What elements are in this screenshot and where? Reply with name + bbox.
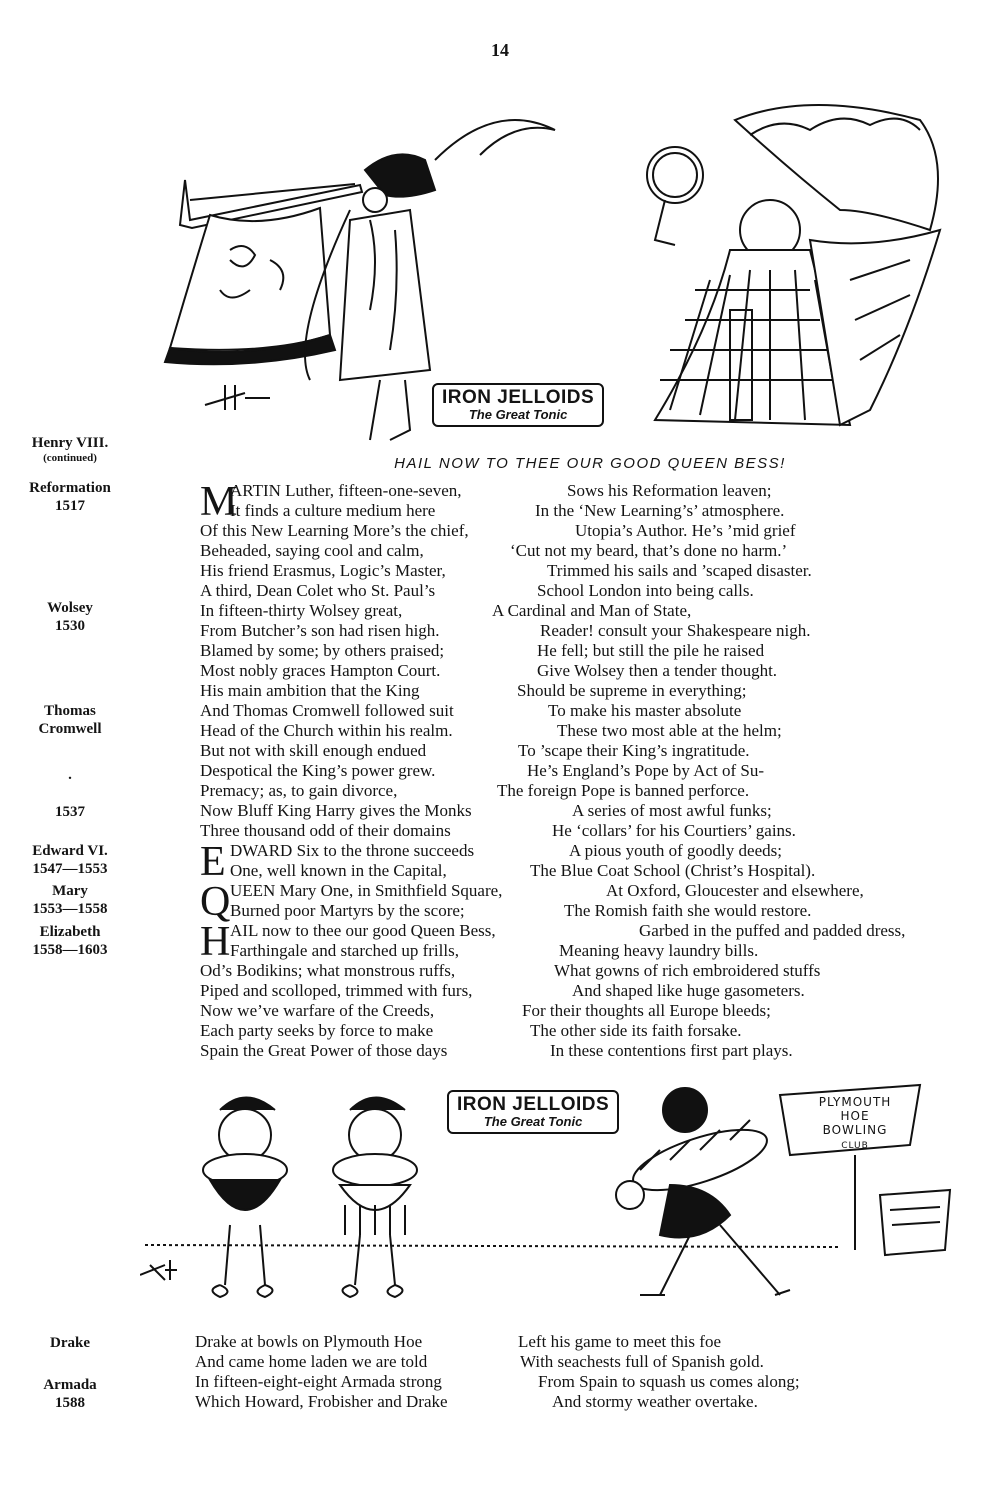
verse-second-half: The foreign Pope is banned perforce.	[497, 781, 750, 800]
drop-cap: H	[200, 919, 231, 965]
ad-tagline: The Great Tonic	[483, 1114, 583, 1129]
ad-brand: IRON JELLOIDS	[457, 1094, 610, 1115]
verse-first-half: AIL now to thee our good Queen Bess,	[230, 921, 496, 940]
margin-armada-label: Armada	[43, 1377, 97, 1393]
verse-second-half: These two most able at the helm;	[557, 721, 782, 740]
verse-first-half: But not with skill enough endued	[200, 741, 427, 760]
margin-elizabeth-label: Elizabeth	[39, 924, 101, 940]
verse-second-half: Sows his Reformation leaven;	[567, 481, 772, 500]
verse-first-half: Blamed by some; by others praised;	[200, 641, 445, 660]
margin-elizabeth	[10, 923, 130, 959]
verse-second-half: Reader! consult your Shakespeare nigh.	[540, 621, 811, 640]
verse-line	[200, 801, 980, 821]
verse-second-half: Trimmed his sails and ’scaped disaster.	[547, 561, 812, 580]
verse-second-half: For their thoughts all Europe bleeds;	[522, 1001, 771, 1020]
verse-line	[200, 821, 980, 841]
verse-first-half: Of this New Learning More’s the chief,	[200, 521, 469, 540]
verse-second-half: And shaped like huge gasometers.	[572, 981, 805, 1000]
plymouth-hoe-sign	[790, 1095, 920, 1153]
verse-line	[200, 581, 980, 601]
verse-second-half: What gowns of rich embroidered stuffs	[554, 961, 821, 980]
verse-second-half: He fell; but still the pile he raised	[537, 641, 765, 660]
verse-line	[200, 681, 980, 701]
verse-line	[200, 621, 980, 641]
verse-line	[200, 701, 980, 721]
verse-line	[200, 861, 980, 881]
margin-reformation-year: 1517	[55, 498, 85, 514]
margin-edward-label: Edward VI.	[32, 843, 108, 859]
margin-thomas: Thomas	[44, 703, 96, 719]
verse-second-half: With seachests full of Spanish gold.	[520, 1352, 764, 1371]
verse-first-half: Despotical the King’s power grew.	[200, 761, 436, 780]
drop-cap: Q	[200, 879, 231, 925]
verse-first-half: It finds a culture medium here	[230, 501, 436, 520]
verse-first-half: Farthingale and starched up frills,	[230, 941, 459, 960]
verse-second-half: From Spain to squash us comes along;	[538, 1372, 800, 1391]
margin-wolsey	[10, 599, 130, 635]
verse-first-half: From Butcher’s son had risen high.	[200, 621, 440, 640]
verse-first-half: Piped and scolloped, trimmed with furs,	[200, 981, 473, 1000]
margin-edward	[10, 842, 130, 878]
verse-second-half: Garbed in the puffed and padded dress,	[639, 921, 906, 940]
margin-mary-label: Mary	[52, 883, 88, 899]
margin-reformation	[10, 479, 130, 515]
verse-line	[200, 901, 980, 921]
drop-cap: E	[200, 839, 226, 885]
verse-first-half: A third, Dean Colet who St. Paul’s	[200, 581, 436, 600]
drake-verse	[195, 1332, 975, 1412]
margin-mary-years: 1553—1558	[32, 901, 108, 917]
verse-second-half: In these contentions first part plays.	[550, 1041, 793, 1060]
verse-first-half: And Thomas Cromwell followed suit	[200, 701, 454, 720]
verse-first-half: Now Bluff King Harry gives the Monks	[200, 801, 472, 820]
margin-mary	[10, 882, 130, 918]
verse-line	[200, 941, 980, 961]
verse-first-half: In fifteen-eight-eight Armada strong	[195, 1372, 442, 1391]
verse-second-half: At Oxford, Gloucester and elsewhere,	[606, 881, 864, 900]
verse-line	[200, 661, 980, 681]
verse-line	[195, 1352, 975, 1372]
verse-second-half: And stormy weather overtake.	[552, 1392, 758, 1411]
verse-second-half: Left his game to meet this foe	[518, 1332, 721, 1351]
verse-first-half: In fifteen-thirty Wolsey great,	[200, 601, 403, 620]
verse-line	[200, 961, 980, 981]
verse-line	[200, 541, 980, 561]
margin-cromwell-label: Cromwell	[38, 721, 102, 737]
verse-second-half: A Cardinal and Man of State,	[492, 601, 692, 620]
verse-second-half: ‘Cut not my beard, that’s done no harm.’	[510, 541, 788, 560]
margin-armada-year: 1588	[55, 1395, 85, 1411]
verse-line	[195, 1372, 975, 1392]
verse-second-half: The Romish faith she would restore.	[564, 901, 812, 920]
verse-first-half: Beheaded, saying cool and calm,	[200, 541, 424, 560]
verse-line	[200, 1001, 980, 1021]
drop-cap: M	[200, 479, 238, 525]
verse-first-half: Premacy; as, to gain divorce,	[200, 781, 398, 800]
margin-edward-years: 1547—1553	[32, 861, 108, 877]
sign-line-3: BOWLING	[822, 1123, 888, 1137]
verse-line	[200, 561, 980, 581]
main-verse	[200, 481, 980, 1061]
verse-line	[200, 521, 980, 541]
section-heading: HAIL NOW TO THEE OUR GOOD QUEEN BESS!	[394, 455, 786, 472]
verse-first-half: UEEN Mary One, in Smithfield Square,	[230, 881, 503, 900]
verse-second-half: Utopia’s Author. He’s ’mid grief	[575, 521, 796, 540]
verse-first-half: Spain the Great Power of those days	[200, 1041, 448, 1060]
margin-armada	[10, 1376, 130, 1412]
margin-henry-title: Henry VIII.	[31, 435, 109, 451]
sign-line-4: CLUB	[841, 1141, 869, 1151]
verse-line	[200, 741, 980, 761]
verse-second-half: To ’scape their King’s ingratitude.	[518, 741, 750, 760]
verse-first-half: Which Howard, Frobisher and Drake	[195, 1392, 448, 1411]
verse-second-half: He’s England’s Pope by Act of Su-	[527, 761, 765, 780]
verse-second-half: In the ‘New Learning’s’ atmosphere.	[535, 501, 785, 520]
verse-second-half: A pious youth of goodly deeds;	[569, 841, 782, 860]
verse-line	[195, 1392, 975, 1412]
margin-dot: .	[68, 767, 72, 783]
verse-first-half: One, well known in the Capital,	[230, 861, 447, 880]
margin-reformation-label: Reformation	[29, 480, 111, 496]
verse-second-half: The Blue Coat School (Christ’s Hospital).	[530, 861, 816, 880]
verse-second-half: He ‘collars’ for his Courtiers’ gains.	[552, 821, 796, 840]
verse-line	[200, 981, 980, 1001]
margin-1537: 1537	[55, 804, 85, 820]
verse-first-half: His friend Erasmus, Logic’s Master,	[200, 561, 446, 580]
verse-first-half: Each party seeks by force to make	[200, 1021, 434, 1040]
verse-first-half: Now we’ve warfare of the Creeds,	[200, 1001, 435, 1020]
verse-line	[200, 501, 980, 521]
margin-drake: Drake	[50, 1335, 90, 1351]
margin-cromwell	[10, 702, 130, 738]
iron-jelloids-ad-bottom	[447, 1090, 619, 1134]
margin-henry	[10, 434, 130, 465]
verse-line	[200, 641, 980, 661]
verse-line	[200, 781, 980, 801]
margin-continued: (continued)	[43, 452, 97, 464]
sign-line-2: HOE	[840, 1109, 870, 1123]
verse-first-half: Head of the Church within his realm.	[200, 721, 453, 740]
verse-line	[200, 1021, 980, 1041]
verse-first-half: And came home laden we are told	[195, 1352, 428, 1371]
verse-line	[200, 721, 980, 741]
verse-first-half: ARTIN Luther, fifteen-one-seven,	[230, 481, 462, 500]
verse-first-half: Drake at bowls on Plymouth Hoe	[195, 1332, 423, 1351]
verse-first-half: His main ambition that the King	[200, 681, 420, 700]
verse-line	[200, 601, 980, 621]
verse-line	[195, 1332, 975, 1352]
verse-first-half: Od’s Bodikins; what monstrous ruffs,	[200, 961, 456, 980]
verse-first-half: Most nobly graces Hampton Court.	[200, 661, 441, 680]
verse-first-half: DWARD Six to the throne succeeds	[230, 841, 475, 860]
verse-second-half: Meaning heavy laundry bills.	[559, 941, 759, 960]
page-number: 14	[491, 40, 509, 60]
verse-second-half: Give Wolsey then a tender thought.	[537, 661, 778, 680]
margin-wolsey-year: 1530	[55, 618, 85, 634]
verse-second-half: Should be supreme in everything;	[517, 681, 747, 700]
verse-first-half: Three thousand odd of their domains	[200, 821, 451, 840]
margin-wolsey-label: Wolsey	[47, 600, 93, 616]
ad-brand: IRON JELLOIDS	[442, 387, 595, 408]
verse-first-half: Burned poor Martyrs by the score;	[230, 901, 465, 920]
iron-jelloids-ad-top	[432, 383, 604, 427]
ad-tagline: The Great Tonic	[468, 407, 568, 422]
verse-line	[200, 1041, 980, 1061]
verse-second-half: The other side its faith forsake.	[530, 1021, 742, 1040]
verse-line	[200, 761, 980, 781]
verse-second-half: A series of most awful funks;	[572, 801, 772, 820]
verse-second-half: To make his master absolute	[548, 701, 742, 720]
verse-second-half: School London into being calls.	[537, 581, 754, 600]
sign-line-1: PLYMOUTH	[818, 1095, 892, 1109]
margin-elizabeth-years: 1558—1603	[32, 942, 108, 958]
